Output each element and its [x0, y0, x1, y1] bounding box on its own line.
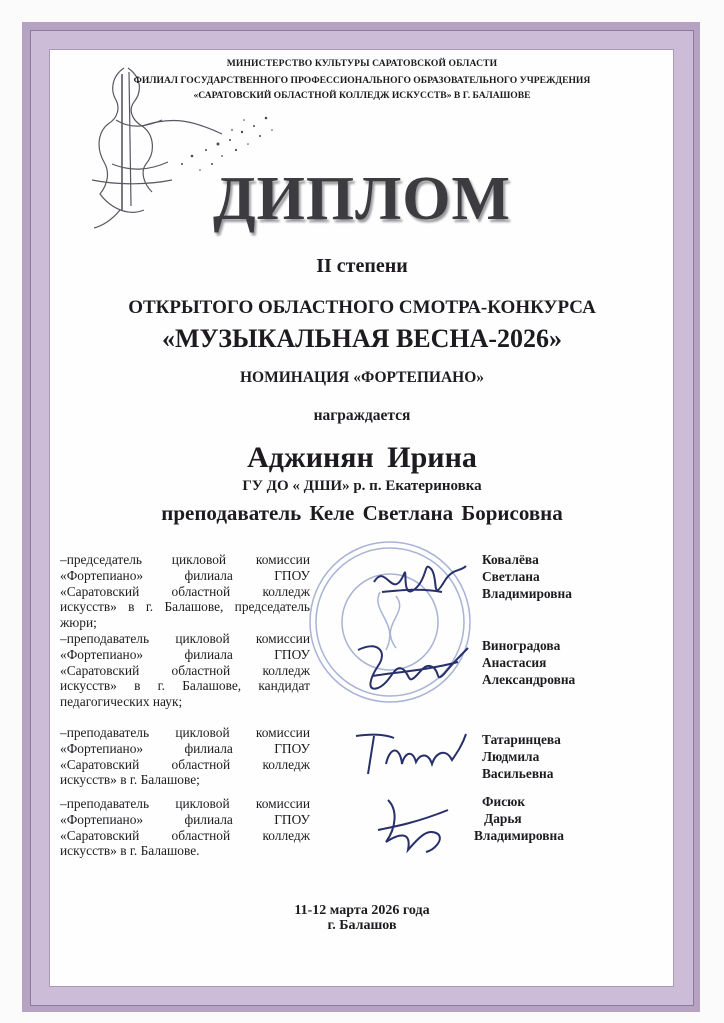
teacher-line: преподаватель Келе Светлана Борисовна: [161, 501, 563, 525]
college-line: «САРАТОВСКИЙ ОБЛАСТНОЙ КОЛЛЕДЖ ИСКУССТВ» В Г. БАЛАШОВЕ: [193, 90, 531, 101]
jury-member-3-patronymic: Васильевна: [482, 766, 554, 781]
jury-member-1-patronymic: Владимировна: [482, 586, 572, 601]
jury-member-1-firstname: Светлана: [482, 569, 540, 584]
branch-line: ФИЛИАЛ ГОСУДАРСТВЕННОГО ПРОФЕССИОНАЛЬНОГО ОБРАЗОВАТЕЛЬНОГО УЧРЕЖДЕНИЯ: [133, 75, 591, 86]
recipient-name: Аджинян Ирина: [247, 441, 477, 474]
jury-member-4-surname: Фисюк: [482, 794, 526, 809]
jury-member-4-patronymic: Владимировна: [474, 828, 564, 843]
jury-member-1-name: [482, 551, 572, 602]
jury-member-2-name: [482, 637, 575, 688]
diploma-title: ДИПЛОМ: [212, 165, 512, 233]
jury-member-3-name: [482, 731, 561, 782]
jury-member-4-name: [474, 793, 564, 844]
signature-1-icon: [362, 552, 472, 614]
jury-member-3-surname: Татаринцева: [482, 732, 561, 747]
jury-member-4-firstname: Дарья: [484, 811, 522, 826]
jury-member-2-firstname: Анастасия: [482, 655, 547, 670]
diploma-date: 11-12 марта 2026 года: [294, 903, 430, 918]
jury-member-2-description: –преподаватель цикловой комиссии «Фортепиано» филиала ГПОУ «Саратовский областной колледж искусств» в г. Балашове, кандидат педагогических наук;: [60, 631, 310, 710]
jury-member-2-patronymic: Александровна: [482, 672, 576, 687]
jury-member-2-surname: Виноградова: [482, 638, 561, 653]
ministry-line: МИНИСТЕРСТВО КУЛЬТУРЫ САРАТОВСКОЙ ОБЛАСТИ: [226, 58, 498, 69]
awarded-line: награждается: [313, 407, 411, 424]
contest-type: ОТКРЫТОГО ОБЛАСТНОГО СМОТРА-КОНКУРСА: [128, 297, 596, 318]
signature-4-icon: [368, 790, 458, 862]
jury-member-4-description: –преподаватель цикловой комиссии «Фортепиано» филиала ГПОУ «Саратовский областной колледж искусств» в г. Балашове.: [60, 796, 310, 859]
nomination-line: НОМИНАЦИЯ «ФОРТЕПИАНО»: [239, 369, 485, 386]
recipient-school: ГУ ДО « ДШИ» р. п. Екатериновка: [242, 478, 482, 494]
signature-3-icon: [350, 724, 470, 780]
jury-member-3-firstname: Людмила: [482, 749, 540, 764]
degree-line: II степени: [316, 255, 408, 277]
jury-member-1-description: –председатель цикловой комиссии «Фортепиано» филиала ГПОУ «Саратовский областной колледж искусств» в г. Балашове, председатель жюри;: [60, 552, 310, 631]
diploma-place: г. Балашов: [327, 918, 397, 933]
contest-name: «МУЗЫКАЛЬНАЯ ВЕСНА-2026»: [161, 324, 563, 353]
signature-2-icon: [348, 632, 472, 704]
jury-member-3-description: –преподаватель цикловой комиссии «Фортепиано» филиала ГПОУ «Саратовский областной колледж искусств» в г. Балашове;: [60, 725, 310, 788]
jury-member-1-surname: Ковалёва: [482, 552, 539, 567]
